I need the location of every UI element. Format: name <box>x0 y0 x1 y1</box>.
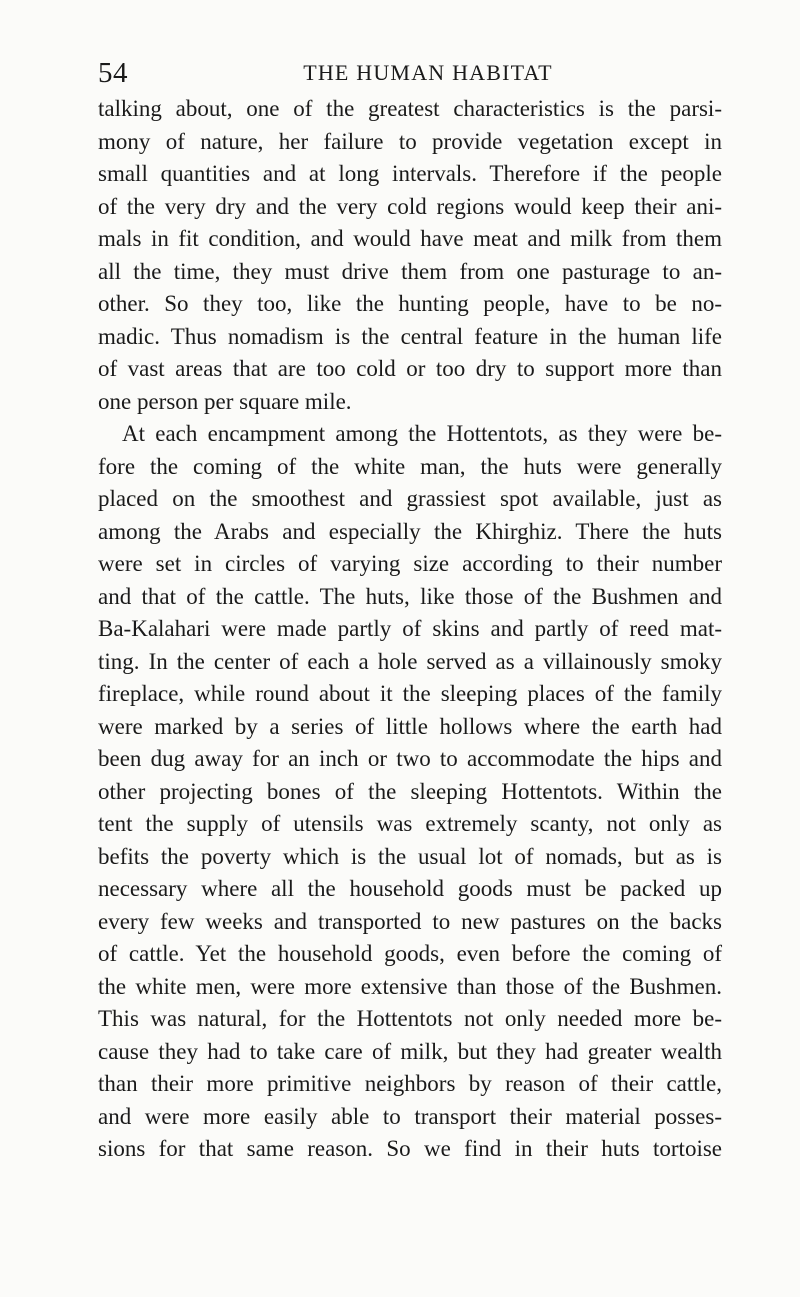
text-line: mony of nature, her failure to provide vegetation except in <box>98 128 722 154</box>
text-line: placed on the smoothest and grassiest spot available, just as <box>98 486 722 511</box>
text-line: one person per square mile. <box>98 388 352 414</box>
text-line: other. So they too, like the hunting people, have to be no- <box>98 291 722 316</box>
text-line: At each encampment among the Hottentots, as they were be- <box>122 421 722 446</box>
paragraph <box>98 93 722 418</box>
text-line: of cattle. Yet the household goods, even before the coming of <box>98 941 722 966</box>
text-line: and were more easily able to transport their material posses- <box>98 1103 722 1129</box>
text-line: talking about, one of the greatest characteristics is the parsi- <box>98 96 722 121</box>
text-line: cause they had to take care of milk, but they had greater wealth <box>98 1038 722 1064</box>
text-line: Ba-Kalahari were made partly of skins and partly of reed mat- <box>98 616 722 641</box>
text-line: fireplace, while round about it the sleeping places of the family <box>98 681 722 706</box>
text-line: every few weeks and transported to new pastures on the backs <box>98 908 722 934</box>
text-line: were set in circles of varying size according to their number <box>98 551 722 576</box>
running-title: THE HUMAN HABITAT <box>303 60 553 85</box>
text-line: all the time, they must drive them from one pasturage to an- <box>98 258 722 284</box>
text-line: other projecting bones of the sleeping Hottentots. Within the <box>98 778 722 804</box>
text-line: of vast areas that are too cold or too dry to support more than <box>98 356 722 381</box>
text-line: fore the coming of the white man, the huts were generally <box>98 453 722 479</box>
text-line: and that of the cattle. The huts, like those of the Bushmen and <box>98 583 722 609</box>
text-line: befits the poverty which is the usual lot of nomads, but as is <box>98 843 722 869</box>
text-line: sions for that same reason. So we find in their huts tortoise <box>98 1136 722 1161</box>
text-line: been dug away for an inch or two to accommodate the hips and <box>98 746 722 771</box>
text-line: ting. In the center of each a hole served as a villainously smoky <box>98 648 722 674</box>
text-line: small quantities and at long intervals. Therefore if the people <box>98 161 722 186</box>
text-line: This was natural, for the Hottentots not only needed more be- <box>98 1006 722 1031</box>
body-text <box>98 93 722 1166</box>
text-line: necessary where all the household goods must be packed up <box>98 876 722 901</box>
text-line: tent the supply of utensils was extremely scanty, not only as <box>98 811 722 836</box>
paragraph <box>98 418 722 1166</box>
text-line: than their more primitive neighbors by reason of their cattle, <box>98 1071 722 1096</box>
text-line: of the very dry and the very cold regions would keep their ani- <box>98 193 722 219</box>
page-number: 54 <box>98 57 128 89</box>
text-line: among the Arabs and especially the Khirghiz. There the huts <box>98 518 722 544</box>
text-line: the white men, were more extensive than those of the Bushmen. <box>98 973 722 999</box>
text-line: madic. Thus nomadism is the central feature in the human life <box>98 323 722 349</box>
text-line: were marked by a series of little hollows where the earth had <box>98 713 722 739</box>
text-line: mals in fit condition, and would have meat and milk from them <box>98 226 722 251</box>
running-head <box>98 56 718 90</box>
